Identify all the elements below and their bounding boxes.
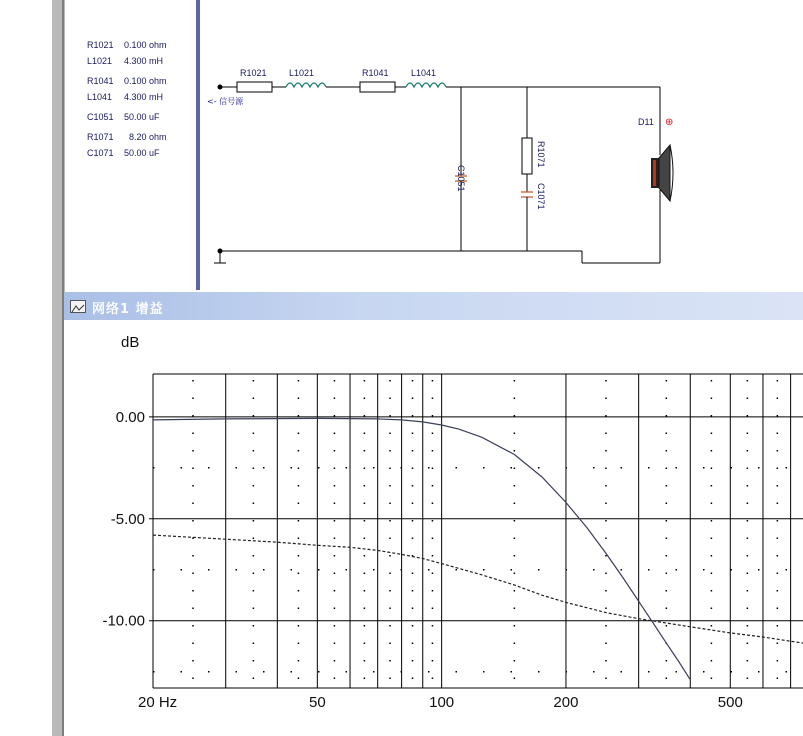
y-tick-label: -5.00 <box>110 510 145 528</box>
chart-window-title: 网络1 增益 <box>92 302 164 317</box>
y-tick-label: 0.00 <box>115 408 145 426</box>
parameter-name: R1041 <box>87 76 114 86</box>
parameter-value: 50.00 uF <box>124 148 160 158</box>
y-axis-label: dB <box>121 334 140 351</box>
gain-curve-solid <box>153 418 690 679</box>
label-l1021: L1021 <box>289 68 315 78</box>
parameter-name: R1021 <box>87 40 114 50</box>
label-l1041: L1041 <box>411 68 437 78</box>
x-tick-label: 200 <box>553 694 579 711</box>
parameter-value: 8.20 ohm <box>129 132 167 142</box>
parameter-name: L1041 <box>87 92 113 102</box>
label-r1021: R1021 <box>240 68 267 78</box>
parameter-name: C1051 <box>87 112 114 122</box>
parameter-name: L1021 <box>87 56 113 66</box>
parameter-name: C1071 <box>87 148 114 158</box>
gain-curve-dashed <box>153 535 803 643</box>
speaker-plus-marker: ⊕ <box>665 117 674 128</box>
label-r1041: R1041 <box>362 68 389 78</box>
parameter-value: 50.00 uF <box>124 112 160 122</box>
label-c1051: C1051 <box>456 165 466 192</box>
x-tick-label: 20 Hz <box>138 694 178 711</box>
parameter-name: R1071 <box>87 132 114 142</box>
x-tick-label: 100 <box>429 694 455 711</box>
parameter-value: 4.300 mH <box>124 92 164 102</box>
label-r1071: R1071 <box>536 141 546 168</box>
parameter-value: 4.300 mH <box>124 56 164 66</box>
x-tick-label: 500 <box>717 694 743 711</box>
parameter-value: 0.100 ohm <box>124 40 167 50</box>
label-c1071: C1071 <box>536 183 546 210</box>
label-d11: D11 <box>638 117 654 127</box>
y-tick-label: -10.00 <box>102 612 145 630</box>
parameter-value: 0.100 ohm <box>124 76 167 86</box>
label-signal-source: <- 信号源 <box>207 97 244 106</box>
x-tick-label: 50 <box>308 694 326 711</box>
